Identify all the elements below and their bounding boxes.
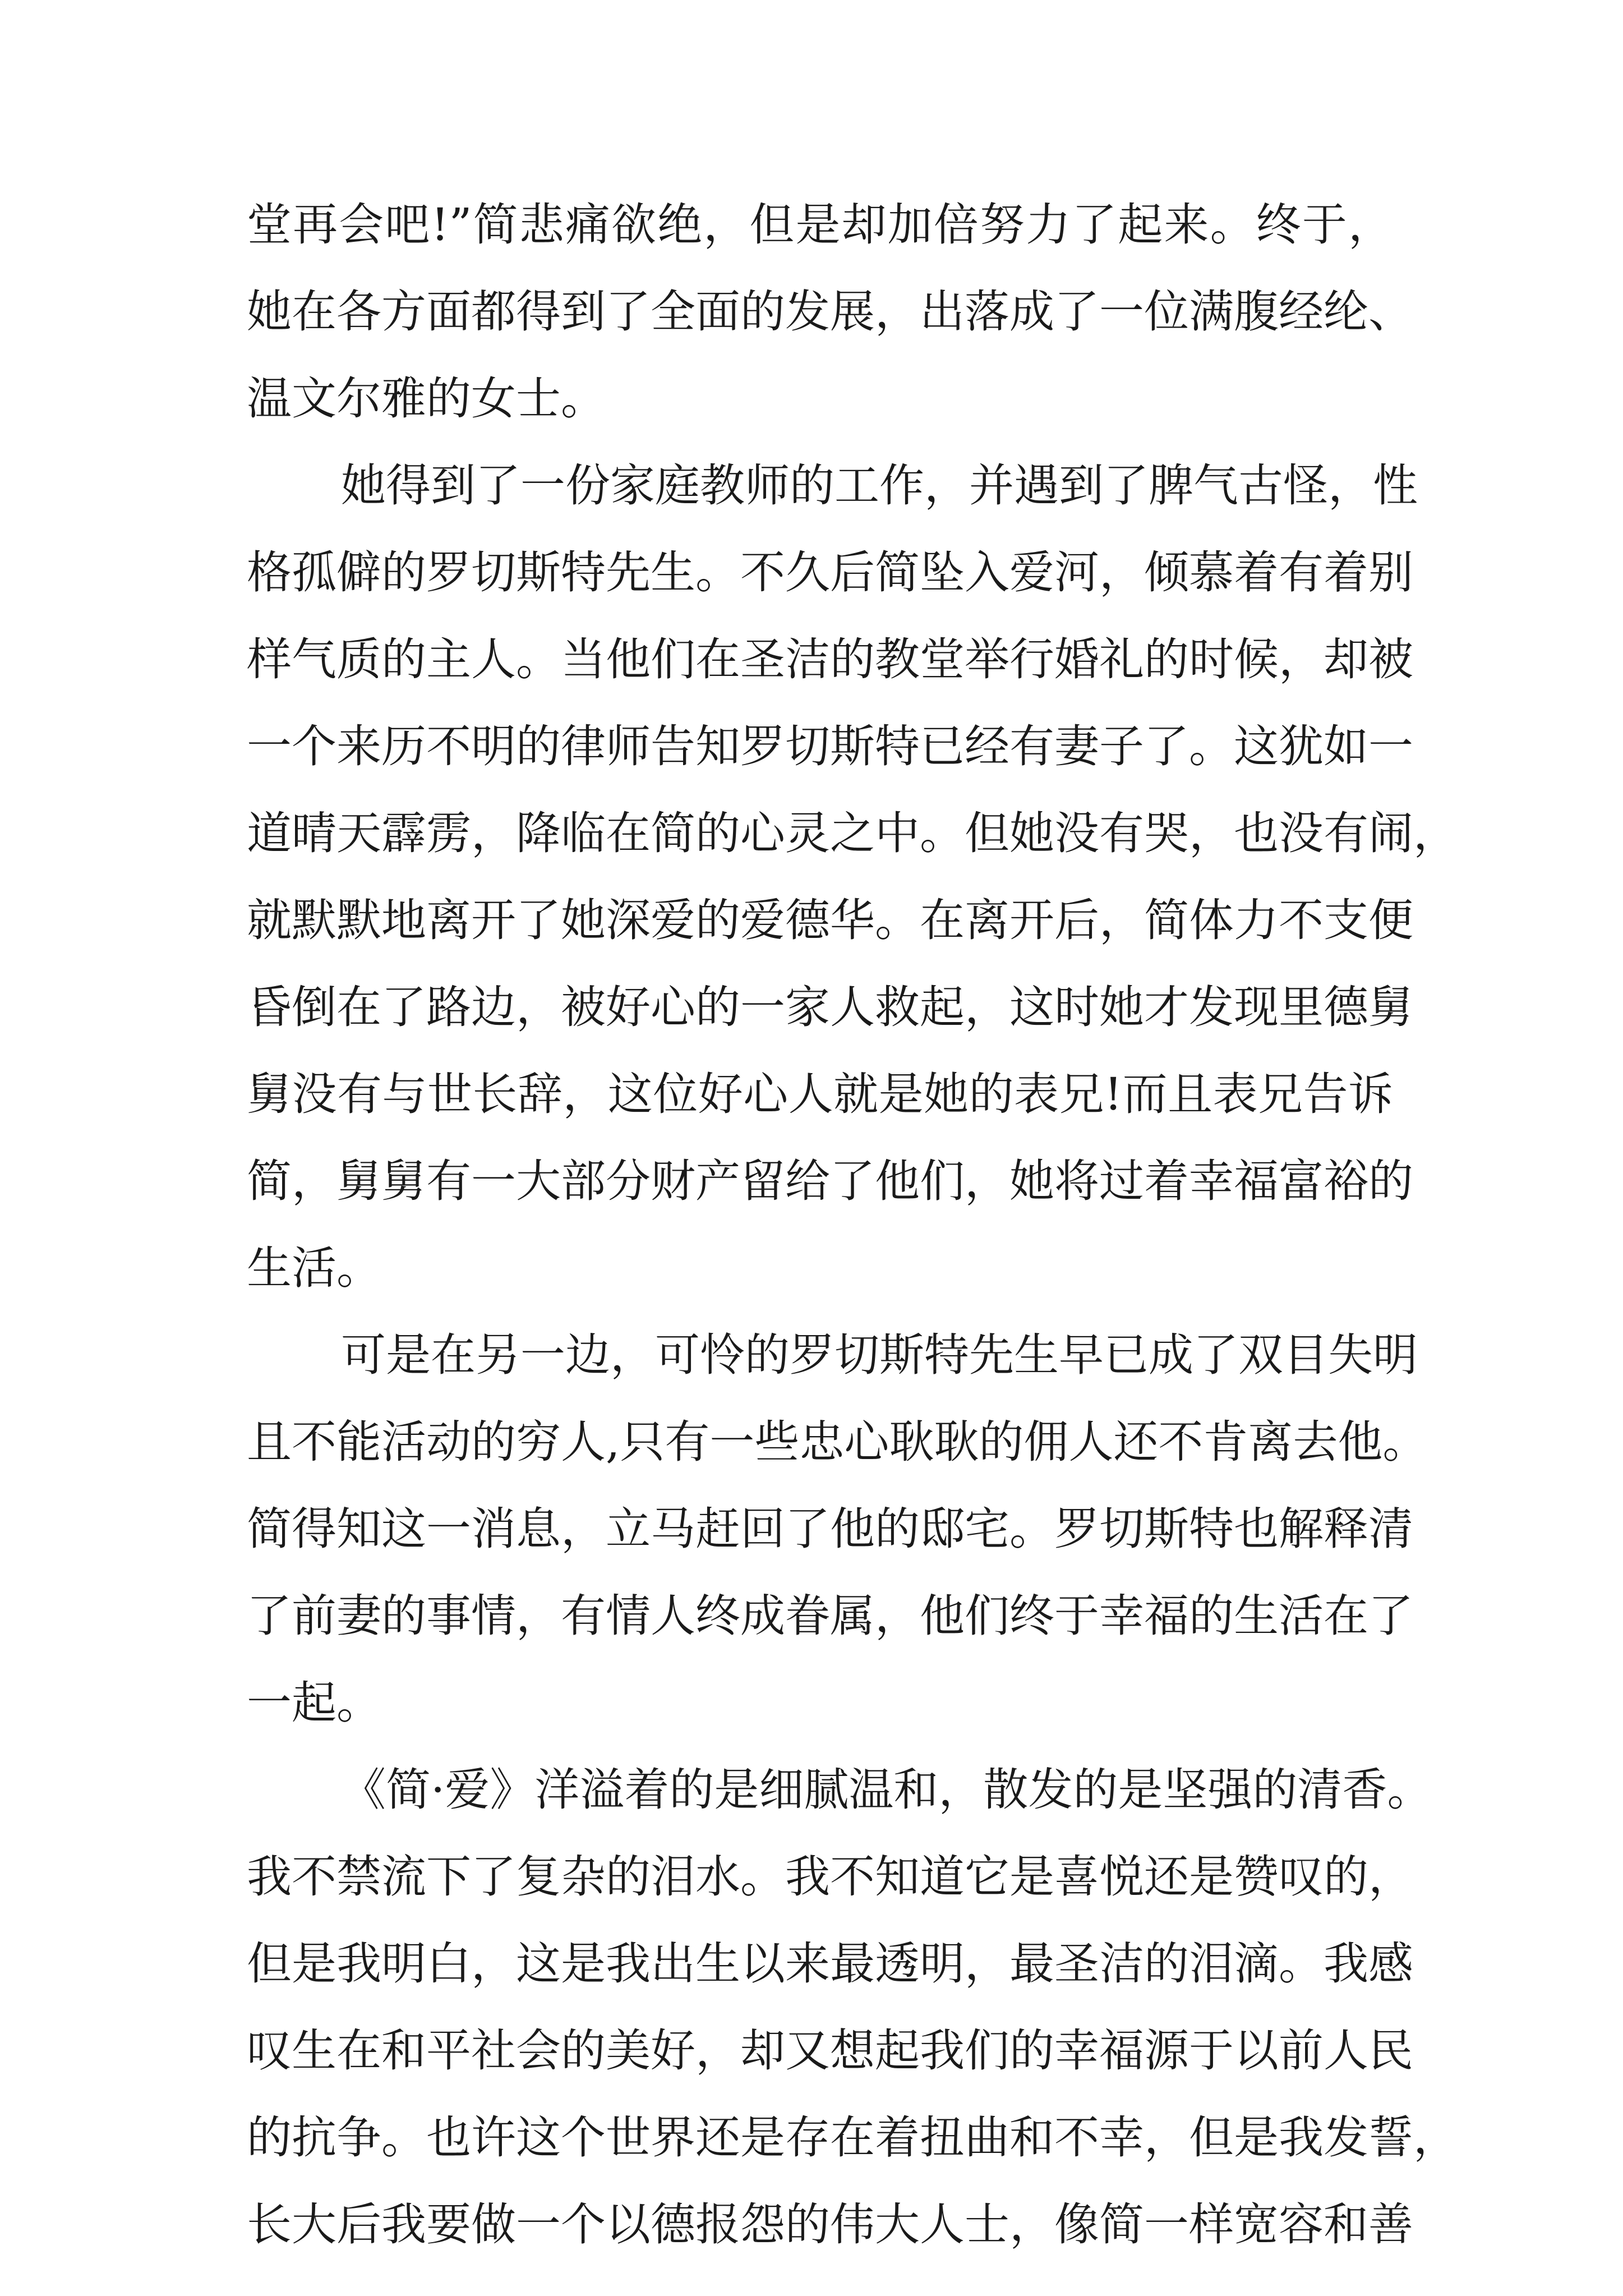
text-line: 样气质的主人。当他们在圣洁的教堂举行婚礼的时候，却被 [247, 633, 1413, 685]
text-line: 的抗争。也许这个世界还是存在着扭曲和不幸，但是我发誓， [247, 2111, 1458, 2164]
text-line: 长大后我要做一个以德报怨的伟大人士，像简一样宽容和善 [247, 2198, 1413, 2251]
text-line: 简，舅舅有一大部分财产留给了他们，她将过着幸福富裕的 [247, 1155, 1413, 1207]
paragraph-first-line: 她得到了一份家庭教师的工作，并遇到了脾气古怪，性 [341, 459, 1418, 512]
text-line: 道晴天霹雳，降临在简的心灵之中。但她没有哭，也没有闹， [247, 807, 1458, 859]
text-line: 且不能活动的穷人,只有一些忠心耿耿的佣人还不肯离去他。 [247, 1416, 1428, 1468]
text-line: 生活。 [247, 1242, 381, 1294]
text-line: 舅没有与世长辞，这位好心人就是她的表兄!而且表兄告诉 [247, 1068, 1393, 1120]
text-line: 简得知这一消息，立马赶回了他的邸宅。罗切斯特也解释清 [247, 1503, 1413, 1555]
text-line: 温文尔雅的女士。 [247, 372, 606, 425]
text-line: 她在各方面都得到了全面的发展，出落成了一位满腹经纶、 [247, 286, 1413, 338]
text-line: 就默默地离开了她深爱的爱德华。在离开后，简体力不支便 [247, 894, 1413, 946]
text-line: 但是我明白，这是我出生以来最透明，最圣洁的泪滴。我感 [247, 1938, 1413, 1990]
text-line: 一起。 [247, 1677, 381, 1729]
text-line: 我不禁流下了复杂的泪水。我不知道它是喜悦还是赞叹的， [247, 1851, 1413, 1903]
text-line: 叹生在和平社会的美好，却又想起我们的幸福源于以前人民 [247, 2024, 1413, 2077]
text-line: 堂再会吧!”简悲痛欲绝，但是却加倍努力了起来。终于， [247, 199, 1393, 251]
text-line: 昏倒在了路边，被好心的一家人救起，这时她才发现里德舅 [247, 981, 1413, 1033]
text-line: 格孤僻的罗切斯特先生。不久后简坠入爱河，倾慕着有着别 [247, 546, 1413, 599]
paragraph-first-line: 《简·爱》洋溢着的是细腻温和，散发的是坚强的清香。 [341, 1764, 1432, 1816]
text-line: 了前妻的事情，有情人终成眷属，他们终于幸福的生活在了 [247, 1590, 1413, 1642]
text-line: 一个来历不明的律师告知罗切斯特已经有妻子了。这犹如一 [247, 720, 1413, 772]
paragraph-first-line: 可是在另一边，可怜的罗切斯特先生早已成了双目失明 [341, 1329, 1418, 1381]
